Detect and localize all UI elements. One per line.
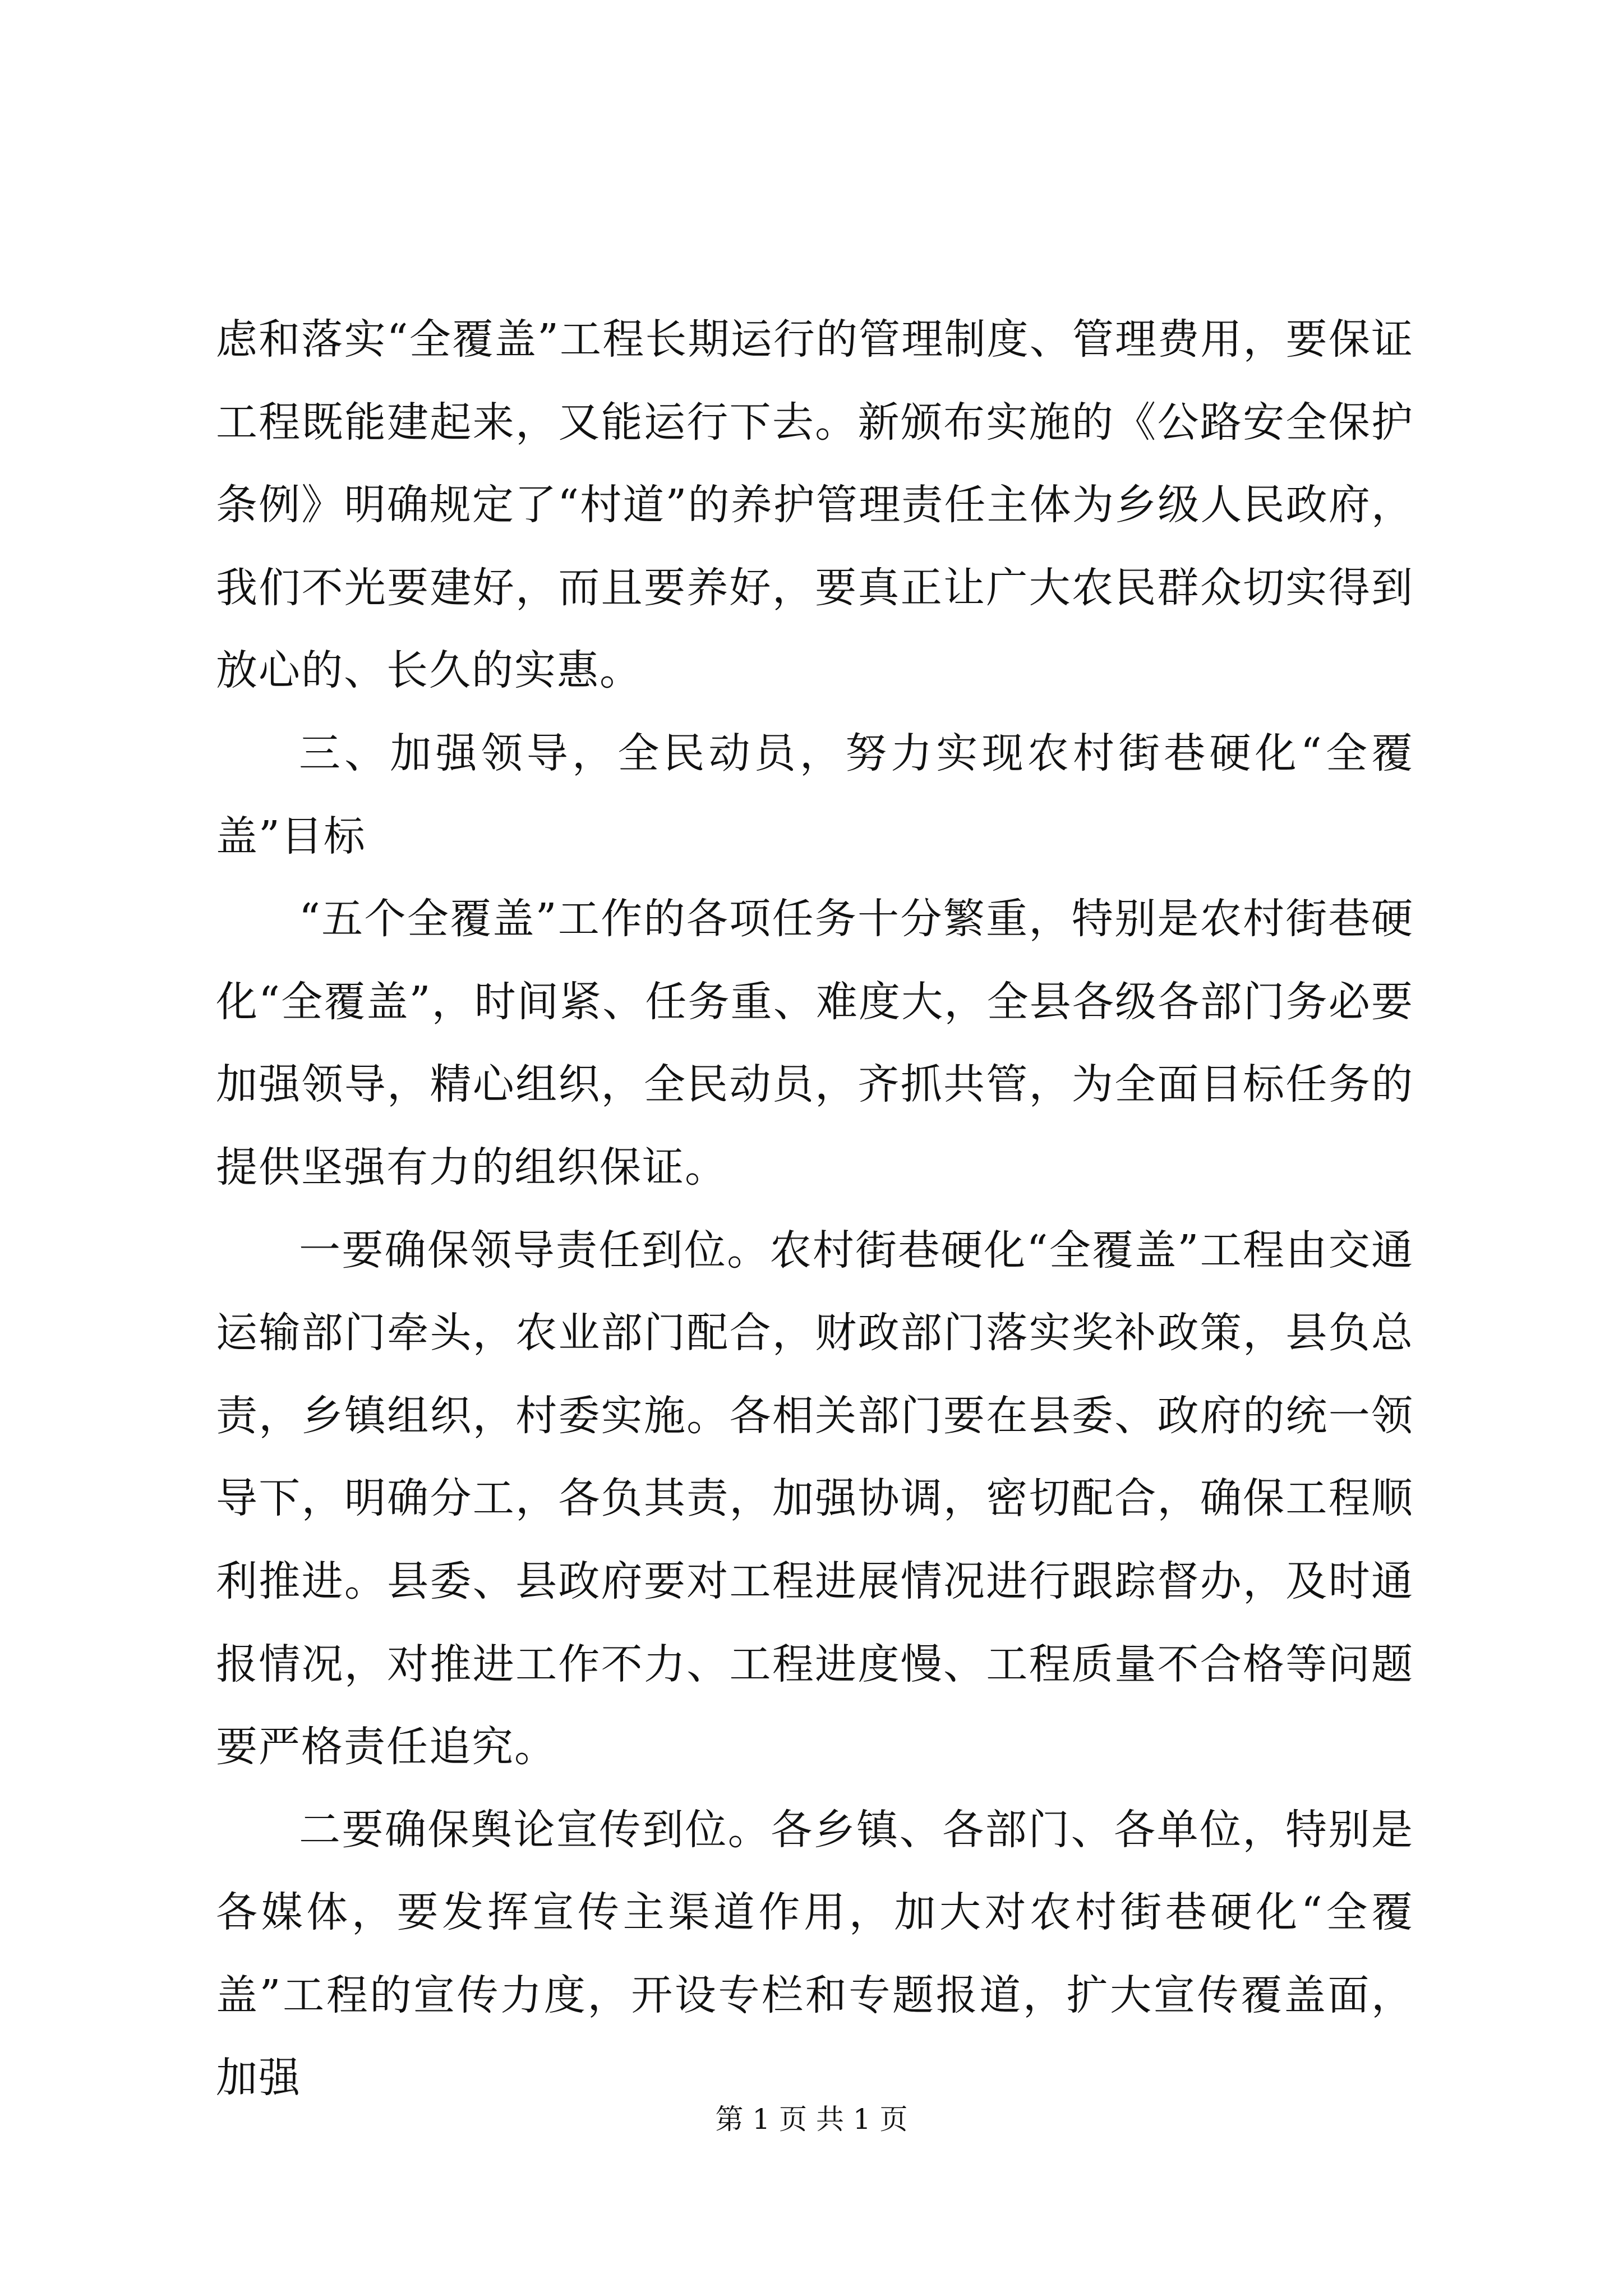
paragraph-continuation: 虑和落实“全覆盖”工程长期运行的管理制度、管理费用，要保证工程既能建起来，又能运行下去。新颁布实施的《公路安全保护条例》明确规定了“村道”的养护管理责任主体为乡级人民政府，我们不光要建好，而且要养好，要真正让广大农民群众切实得到放心的、长久的实惠。 [216, 315, 1414, 695]
document-body [216, 298, 1414, 2120]
paragraph: 二要确保舆论宣传到位。各乡镇、各部门、各单位，特别是各媒体，要发挥宣传主渠道作用，加大对农村街巷硬化“全覆盖”工程的宣传力度，开设专栏和专题报道，扩大宣传覆盖面，加强 [216, 1805, 1414, 2102]
paragraph: “五个全覆盖”工作的各项任务十分繁重，特别是农村街巷硬化“全覆盖”，时间紧、任务重、难度大，全县各级各部门务必要加强领导，精心组织，全民动员，齐抓共管，为全面目标任务的提供坚强有力的组织保证。 [216, 895, 1414, 1191]
paragraph: 一要确保领导责任到位。农村街巷硬化“全覆盖”工程由交通运输部门牵头，农业部门配合，财政部门落实奖补政策，县负总责，乡镇组织，村委实施。各相关部门要在县委、政府的统一领导下，明确分工，各负其责，加强协调，密切配合，确保工程顺利推进。县委、县政府要对工程进展情况进行跟踪督办，及时通报情况，对推进工作不力、工程进度慢、工程质量不合格等问题要严格责任追究。 [216, 1226, 1414, 1772]
page-footer: 第 1 页 共 1 页 [715, 2103, 908, 2136]
section-heading: 三、加强领导，全民动员，努力实现农村街巷硬化“全覆盖”目标 [216, 729, 1414, 861]
